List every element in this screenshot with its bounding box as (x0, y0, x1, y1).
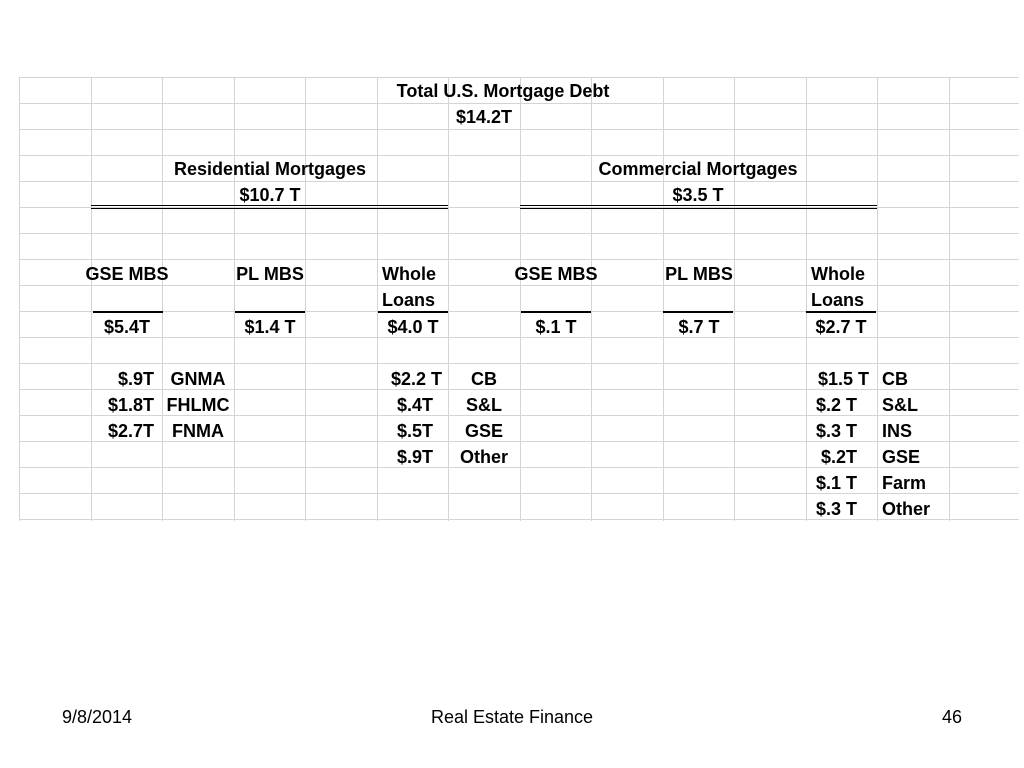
residential-mortgages-label: Residential Mortgages (173, 159, 367, 179)
com-whole-loans-underline (806, 311, 876, 313)
com-whole-breakdown-holder: Farm (882, 473, 927, 493)
footer-page-number: 46 (941, 707, 962, 727)
com-whole-breakdown-amount: $.3 T (815, 421, 857, 441)
res-whole-breakdown-holder: Other (459, 447, 509, 467)
com-whole-breakdown-amount: $.2T (820, 447, 857, 467)
com-whole-breakdown-amount: $.2 T (815, 395, 857, 415)
commercial-mortgages-amount: $3.5 T (672, 185, 724, 205)
gse-breakdown-holder: GNMA (170, 369, 226, 389)
com-whole-breakdown-amount: $.1 T (815, 473, 857, 493)
commercial-double-underline (520, 205, 877, 209)
gse-breakdown-amount: $2.7T (107, 421, 154, 441)
res-whole-breakdown-holder: GSE (464, 421, 504, 441)
commercial-mortgages-label: Commercial Mortgages (598, 159, 798, 179)
res-gse-mbs-label: GSE MBS (85, 264, 169, 284)
footer-title: Real Estate Finance (430, 707, 594, 727)
com-whole-breakdown-amount: $1.5 T (817, 369, 869, 389)
res-whole-breakdown-amount: $2.2 T (390, 369, 442, 389)
res-pl-mbs-amount: $1.4 T (244, 317, 296, 337)
com-pl-mbs-amount: $.7 T (678, 317, 720, 337)
com-gse-mbs-underline (521, 311, 591, 313)
com-whole-breakdown-holder: Other (882, 499, 931, 519)
residential-double-underline (91, 205, 448, 209)
gse-breakdown-holder: FHLMC (166, 395, 230, 415)
com-whole-breakdown-amount: $.3 T (815, 499, 857, 519)
res-whole-breakdown-holder: S&L (466, 395, 502, 415)
com-whole-breakdown-holder: CB (882, 369, 908, 389)
gse-breakdown-amount: $1.8T (107, 395, 154, 415)
com-gse-mbs-amount: $.1 T (535, 317, 577, 337)
com-whole-breakdown-holder: GSE (882, 447, 921, 467)
com-whole-breakdown-holder: S&L (882, 395, 918, 415)
res-pl-mbs-label: PL MBS (236, 264, 304, 284)
com-whole-loans-amount: $2.7 T (815, 317, 867, 337)
com-whole-loans-label-line2: Loans (811, 290, 865, 310)
res-whole-breakdown-amount: $.9T (396, 447, 433, 467)
res-whole-loans-amount: $4.0 T (387, 317, 439, 337)
com-pl-mbs-underline (663, 311, 733, 313)
residential-mortgages-amount: $10.7 T (239, 185, 301, 205)
com-whole-loans-label-line1: Whole (811, 264, 865, 284)
res-gse-mbs-underline (93, 311, 163, 313)
com-gse-mbs-label: GSE MBS (514, 264, 598, 284)
total-debt-value: $14.2T (455, 107, 513, 127)
res-whole-breakdown-amount: $.4T (396, 395, 433, 415)
com-pl-mbs-label: PL MBS (665, 264, 733, 284)
com-whole-breakdown-holder: INS (882, 421, 913, 441)
res-gse-mbs-amount: $5.4T (103, 317, 151, 337)
res-whole-loans-label-line1: Whole (382, 264, 436, 284)
gse-breakdown-holder: FNMA (172, 421, 224, 441)
res-whole-breakdown-holder: CB (471, 369, 497, 389)
gse-breakdown-amount: $.9T (117, 369, 154, 389)
sheet-title: Total U.S. Mortgage Debt (396, 81, 610, 101)
footer-date: 9/8/2014 (62, 707, 133, 727)
res-whole-breakdown-amount: $.5T (396, 421, 433, 441)
res-pl-mbs-underline (235, 311, 305, 313)
res-whole-loans-underline (378, 311, 448, 313)
res-whole-loans-label-line2: Loans (382, 290, 436, 310)
